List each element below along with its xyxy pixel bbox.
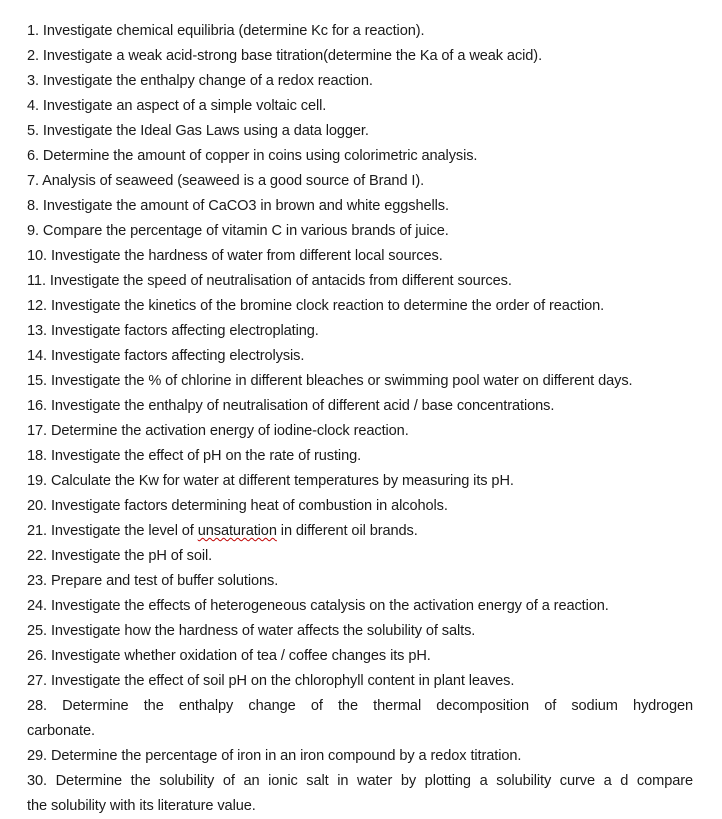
- list-item-19: 19. Calculate the Kw for water at different temperatures by measuring its pH.: [27, 473, 514, 489]
- list-item-15: 15. Investigate the % of chlorine in different bleaches or swimming pool water on different days.: [27, 373, 633, 389]
- list-item-26: 26. Investigate whether oxidation of tea / coffee changes its pH.: [27, 648, 431, 664]
- list-item-23: 23. Prepare and test of buffer solutions.: [27, 573, 279, 589]
- list-item-14: 14. Investigate factors affecting electrolysis.: [27, 348, 305, 364]
- list-item-24: 24. Investigate the effects of heterogeneous catalysis on the activation energy of a reaction.: [27, 598, 609, 614]
- list-item-17: 17. Determine the activation energy of iodine-clock reaction.: [27, 423, 409, 439]
- list-item-28-line-2: carbonate.: [27, 723, 95, 739]
- list-item-29: 29. Determine the percentage of iron in an iron compound by a redox titration.: [27, 748, 522, 764]
- list-item-28-line-1: 28. Determine the enthalpy change of the thermal decomposition of sodium hydrogen: [27, 698, 693, 714]
- list-item-21-before: 21. Investigate the level of: [27, 523, 198, 539]
- list-item-21-after: in different oil brands.: [276, 523, 418, 539]
- list-item-1: 1. Investigate chemical equilibria (determine Kc for a reaction).: [27, 23, 425, 39]
- list-item-22: 22. Investigate the pH of soil.: [27, 548, 213, 564]
- list-item-2: 2. Investigate a weak acid-strong base titration(determine the Ka of a weak acid).: [27, 48, 543, 64]
- list-item-5: 5. Investigate the Ideal Gas Laws using a data logger.: [27, 123, 369, 139]
- list-item-20: 20. Investigate factors determining heat of combustion in alcohols.: [27, 498, 448, 514]
- list-item-16: 16. Investigate the enthalpy of neutralisation of different acid / base concentrations.: [27, 398, 555, 414]
- list-item-18: 18. Investigate the effect of pH on the rate of rusting.: [27, 448, 362, 464]
- list-item-7: 7. Analysis of seaweed (seaweed is a good source of Brand I).: [27, 173, 425, 189]
- spellcheck-flagged-word[interactable]: unsaturation: [197, 523, 277, 539]
- list-item-3: 3. Investigate the enthalpy change of a redox reaction.: [27, 73, 373, 89]
- list-item-13: 13. Investigate factors affecting electroplating.: [27, 323, 319, 339]
- list-item-25: 25. Investigate how the hardness of water affects the solubility of salts.: [27, 623, 476, 639]
- list-item-9: 9. Compare the percentage of vitamin C in various brands of juice.: [27, 223, 449, 239]
- document-body: [27, 19, 693, 819]
- list-item-12: 12. Investigate the kinetics of the bromine clock reaction to determine the order of reaction.: [27, 298, 605, 314]
- list-item-30-line-2: the solubility with its literature value.: [27, 798, 256, 814]
- list-item-8: 8. Investigate the amount of CaCO3 in brown and white eggshells.: [27, 198, 449, 214]
- list-item-27: 27. Investigate the effect of soil pH on the chlorophyll content in plant leaves.: [27, 673, 515, 689]
- list-item-21: [27, 519, 693, 544]
- list-item-28: [27, 694, 693, 744]
- list-item-10: 10. Investigate the hardness of water from different local sources.: [27, 248, 443, 264]
- list-item-30-line-1: 30. Determine the solubility of an ionic salt in water by plotting a solubility curve a d compare: [27, 773, 693, 789]
- list-item-30: [27, 769, 693, 819]
- list-item-11: 11. Investigate the speed of neutralisation of antacids from different sources.: [27, 273, 512, 289]
- list-item-4: 4. Investigate an aspect of a simple voltaic cell.: [27, 98, 327, 114]
- list-item-6: 6. Determine the amount of copper in coins using colorimetric analysis.: [27, 148, 478, 164]
